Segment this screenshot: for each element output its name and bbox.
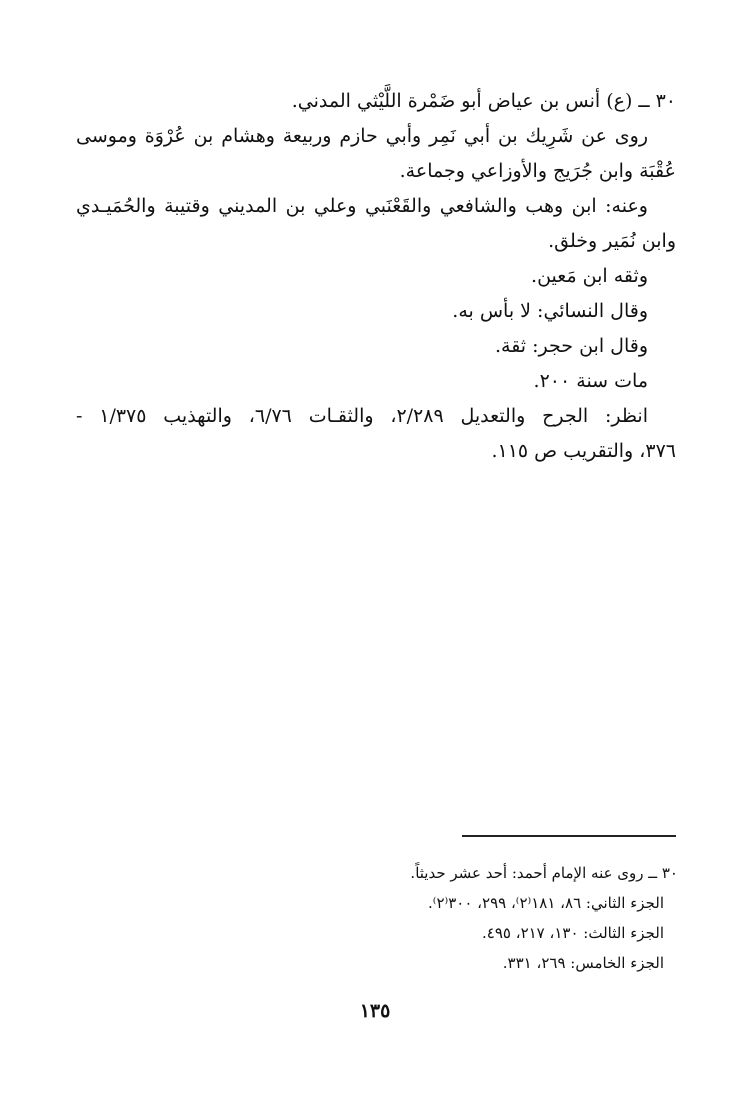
grading-nasai: وقال النسائي: لا بأس به.	[452, 300, 648, 322]
entry-body	[76, 84, 676, 469]
narrators-from-line-2: عُقْبَة وابن جُرَيج والأوزاعي وجماعة.	[399, 160, 676, 182]
footnote-part-three: الجزء الثالث: ١٣٠، ٢١٧، ٤٩٥.	[482, 924, 664, 942]
grading-ibn-main: وثقه ابن مَعين.	[531, 265, 648, 287]
footnote-part-five: الجزء الخامس: ٢٦٩، ٣٣١.	[502, 954, 664, 972]
grading-ibn-hajar: وقال ابن حجر: ثقة.	[494, 335, 648, 357]
entry-heading: ٣٠ ــ (ع) أنس بن عياض أبو ضَمْرة اللَّيْثي المدني.	[291, 90, 676, 112]
narrators-by-line-1: وعنه: ابن وهب والشافعي والقَعْنَبي وعلي بن المديني وقتيبة والحُمَيـدي	[76, 195, 648, 217]
footnote-heading: ٣٠ ــ روى عنه الإمام أحمد: أحد عشر حديثاً.	[410, 864, 678, 882]
footnotes	[300, 858, 678, 978]
page-number: ١٣٥	[359, 1000, 391, 1022]
narrators-by-line-2: وابن نُمَير وخلق.	[548, 230, 676, 252]
footnote-part-two: الجزء الثاني: ٨٦، ١٨١⁽٢⁾، ٢٩٩، ٣٠٠⁽٢⁾.	[428, 894, 664, 912]
death-year: مات سنة ٢٠٠.	[533, 370, 648, 392]
footnote-separator	[462, 835, 676, 837]
narrators-from-line-1: روى عن شَرِيك بن أبي نَمِر وأبي حازم وربيعة وهشام بن عُرْوَة وموسى	[76, 125, 648, 147]
references-line-1: انظر: الجرح والتعديل ٢/٢٨٩، والثقـات ٦/٧٦، والتهذيب ١/٣٧٥ -	[76, 405, 648, 427]
references-line-2: ٣٧٦، والتقريب ص ١١٥.	[491, 440, 676, 462]
